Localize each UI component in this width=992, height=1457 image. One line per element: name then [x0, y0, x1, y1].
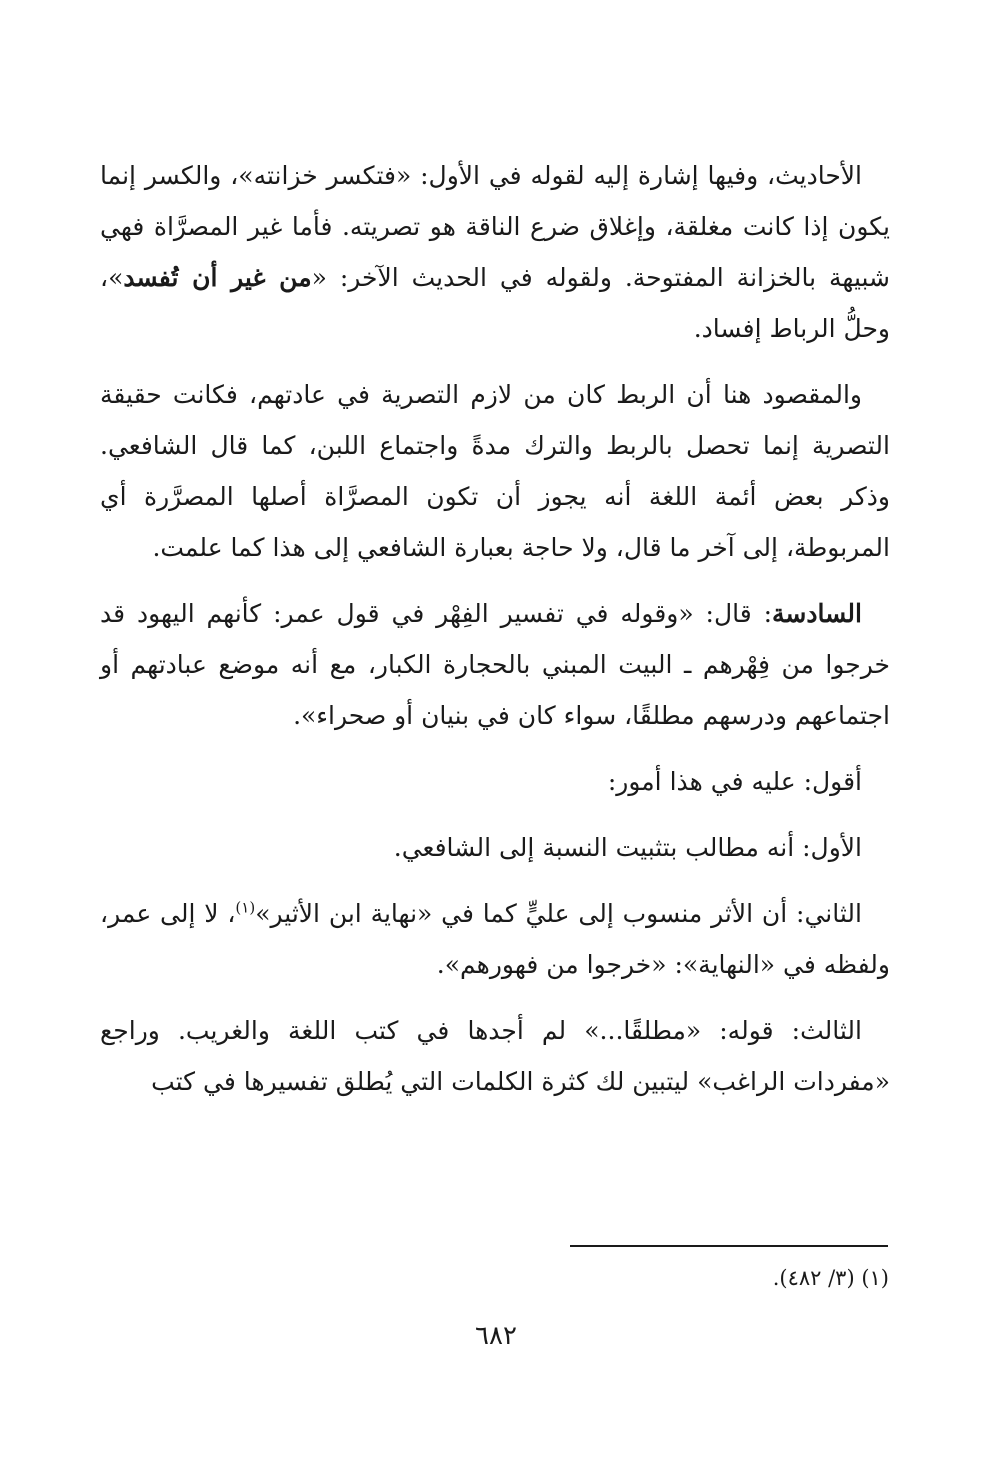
paragraph-6-text: الثاني: أن الأثر منسوب إلى عليٍّ كما في «نهاية ابن الأثير» [255, 899, 862, 928]
paragraph-7 [100, 1005, 890, 1107]
paragraph-4 [100, 756, 890, 807]
paragraph-4-text: أقول: عليه في هذا أمور: [607, 767, 862, 796]
paragraph-3 [100, 588, 890, 741]
paragraph-5-text: الأول: أنه مطالب بتثبيت النسبة إلى الشافعي. [393, 833, 862, 862]
footnote-divider [570, 1245, 888, 1247]
paragraph-5 [100, 822, 890, 873]
page-number: ٦٨٢ [475, 1321, 517, 1351]
footnote-reference: (١) [235, 898, 256, 917]
paragraph-2-text: والمقصود هنا أن الربط كان من لازم التصرية في عادتهم، فكانت حقيقة التصرية إنما تحصل بالربط والترك مدةً واجتماع اللبن، كما قال الشافعي. وذكر بعض أئمة اللغة أنه يجوز أن تكون المصرَّاة أصلها المصرَّرة أي المربوطة، إلى آخر ما قال، ولا حاجة بعبارة الشافعي إلى هذا كما علمت. [100, 380, 890, 562]
paragraph-1 [100, 150, 890, 354]
footnote: (١) (٣/ ٤٨٢). [772, 1266, 889, 1290]
paragraph-1-text: الأحاديث، وفيها إشارة إليه لقوله في الأول: «فتكسر خزانته»، والكسر إنما يكون إذا كانت مغلقة، وإغلاق ضرع الناقة هو تصريته. فأما غير المصرَّاة فهي شبيهة بالخزانة المفتوحة. ولقوله في الحديث الآخر: « [100, 161, 890, 292]
paragraph-2 [100, 369, 890, 573]
paragraph-3-text: : قال: «وقوله في تفسير الفِهْر في قول عمر: كأنهم اليهود قد خرجوا من فِهْرهم ـ البيت المبني بالحجارة الكبار، مع أنه موضع عبادتهم أو اجتماعهم ودرسهم مطلقًا، سواء كان في بنيان أو صحراء». [100, 599, 890, 730]
paragraph-6-tail: ، لا إلى عمر، ولفظه في «النهاية»: «خرجوا من فهورهم». [100, 899, 890, 979]
paragraph-3-lead: السادسة [772, 599, 862, 628]
paragraph-1-bold-quote: من غير أن تُفسد [123, 263, 312, 292]
paragraph-6 [100, 888, 890, 990]
paragraph-7-text: الثالث: قوله: «مطلقًا...» لم أجدها في كتب اللغة والغريب. وراجع «مفردات الراغب» ليتبين لك كثرة الكلمات التي يُطلق تفسيرها في كتب [100, 1016, 890, 1096]
page-body [100, 150, 890, 1122]
paragraph-1-tail: »، وحلُّ الرباط إفساد. [100, 263, 890, 343]
